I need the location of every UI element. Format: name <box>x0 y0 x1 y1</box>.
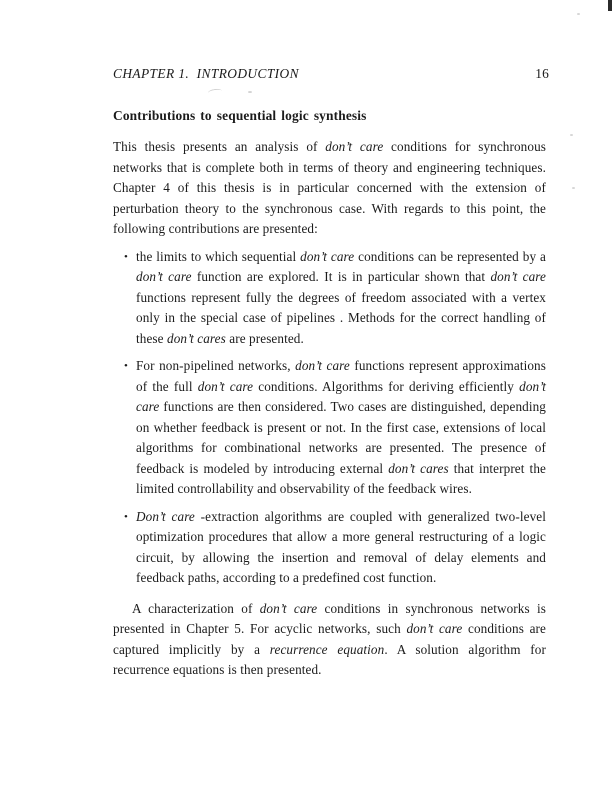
paragraph <box>113 137 546 240</box>
scan-speck <box>570 134 573 136</box>
italic-term: don’t cares <box>388 460 449 476</box>
italic-term: don’t care <box>300 248 355 264</box>
text-run: functions represent fully the degrees of freedom associated with a vertex only in the special case of pipelines . Methods for the correct handling of these <box>136 289 546 346</box>
page-number: 16 <box>535 66 549 81</box>
bullet-text <box>136 507 546 589</box>
italic-term: don’t care <box>490 269 546 284</box>
text-run: function are explored. It is in particular shown that <box>191 269 491 284</box>
italic-term: don’t care <box>325 139 384 154</box>
paragraph <box>113 599 546 681</box>
text-run: A characterization of <box>132 600 260 616</box>
bullet-text <box>136 247 546 350</box>
italic-term: don’t care <box>136 269 192 284</box>
italic-term: don’t care <box>136 378 547 414</box>
bullet-icon: • <box>124 510 128 523</box>
bullet-icon: • <box>124 250 128 263</box>
text-run: conditions for synchronous networks that is complete both in terms of theory and engineering techniques. Chapter 4 of this thesis is in particular concerned with the extension of perturbation theory to the synchronous case. With regards to this point, the following contributions are presented: <box>113 139 546 236</box>
page-content <box>113 137 546 681</box>
text-run: conditions. Algorithms for deriving efficiently <box>253 378 520 394</box>
scan-speck <box>572 187 575 189</box>
bullet-item <box>113 247 546 350</box>
scan-smudge <box>200 87 270 95</box>
text-run: are presented. <box>225 330 304 346</box>
bullet-icon: • <box>124 360 128 372</box>
text-run: that interpret the limited controllability and observability of the feedback wires. <box>136 460 546 496</box>
running-header <box>113 64 549 85</box>
scan-artifact-corner <box>608 0 612 11</box>
italic-term: don’t care <box>406 621 463 636</box>
scan-speck <box>577 13 580 15</box>
text-run: conditions are captured implicitly by a <box>113 621 546 657</box>
text-run: functions are then considered. Two cases are distinguished, depending on whether feedback is present or not. In the first case, extensions of local algorithms for combinational networks are presented. The presence of feedback is modeled by introducing external <box>136 399 546 476</box>
italic-term: Don’t care <box>136 508 195 524</box>
text-run: -extraction algorithms are coupled with generalized two-level optimization procedures that allow a more general restructuring of a logic circuit, by allowing the insertion and removal of delay elements and feedback paths, according to a predefined cost function. <box>136 508 546 585</box>
text-run: For non-pipelined networks, <box>136 358 296 373</box>
text-run: . A solution algorithm for recurrence equations is then presented. <box>113 641 546 677</box>
italic-term: don’t care <box>259 600 318 616</box>
section-heading: Contributions to sequential logic synthesis <box>113 108 367 123</box>
text-run: functions represent approximations of the full <box>136 358 546 394</box>
text-run: This thesis presents an analysis of <box>113 139 326 154</box>
italic-term: don’t cares <box>167 330 226 346</box>
italic-term: don’t care <box>197 378 254 394</box>
italic-term: recurrence equation <box>269 641 385 657</box>
text-run: the limits to which sequential <box>136 248 301 264</box>
bullet-item <box>113 356 546 500</box>
text-run: conditions in synchronous networks is presented in Chapter 5. For acyclic networks, such <box>113 600 546 636</box>
bullet-text <box>136 356 546 500</box>
italic-term: don’t care <box>295 358 350 373</box>
running-header-chapter: CHAPTER 1. INTRODUCTION <box>113 66 299 81</box>
text-run: conditions can be represented by a <box>354 248 546 264</box>
bullet-item <box>113 507 546 589</box>
